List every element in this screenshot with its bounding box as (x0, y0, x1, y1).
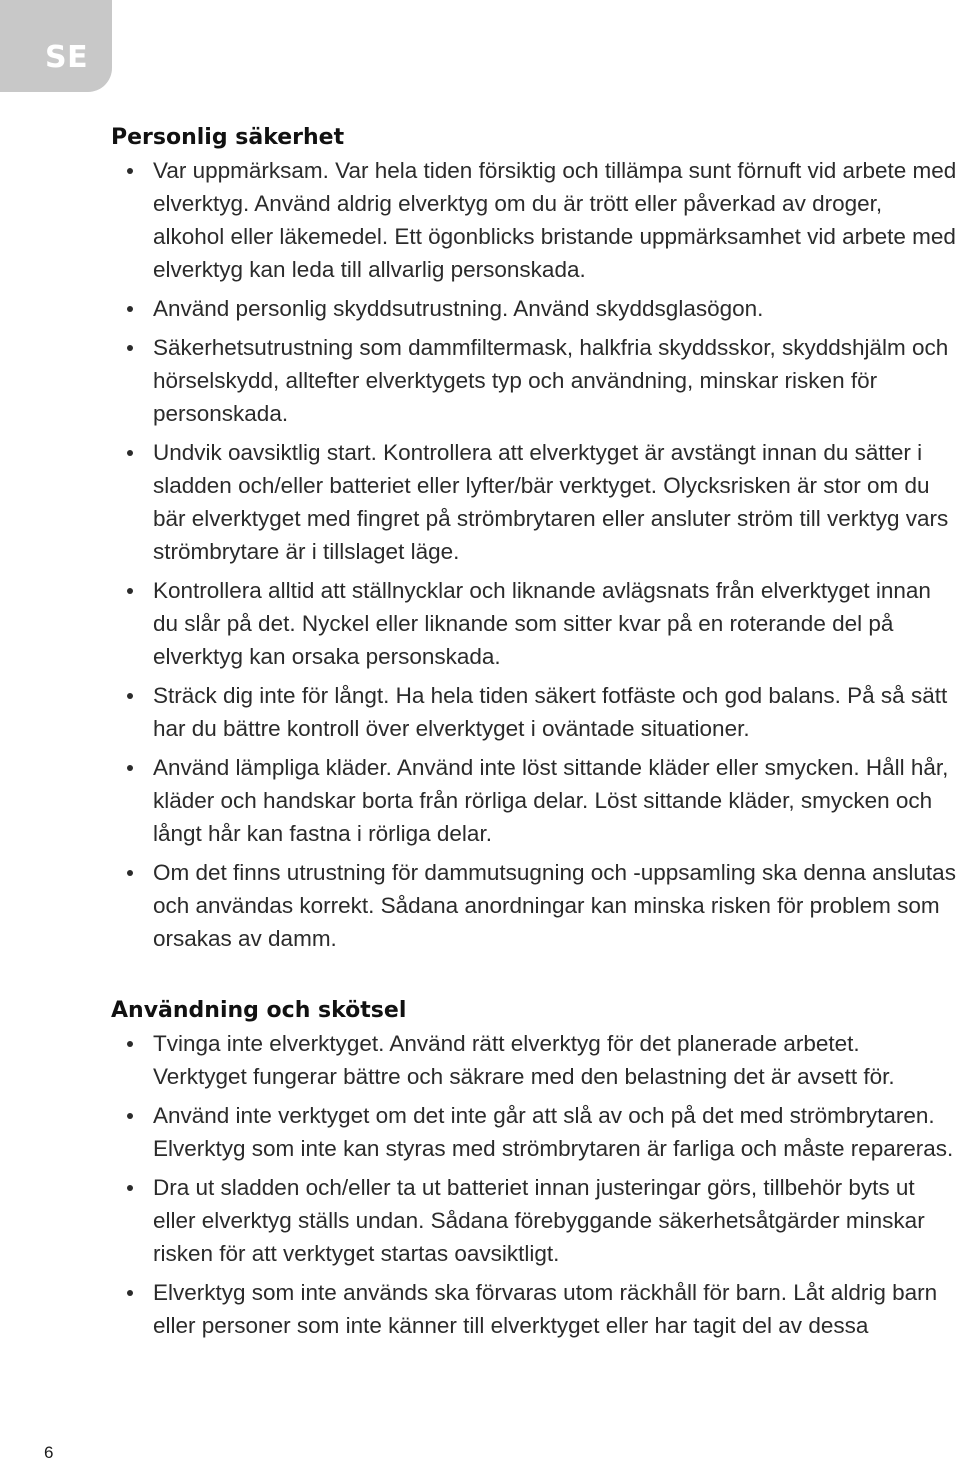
bullet-icon (127, 1185, 133, 1191)
section-use-and-care (111, 995, 957, 1342)
list-item-text: Elverktyg som inte används ska förvaras utom räckhåll för barn. Låt aldrig barn eller personer som inte känner till elverktyget eller har tagit del av dessa (153, 1280, 938, 1338)
list-item (111, 1099, 957, 1165)
list-item-text: Använd inte verktyget om det inte går att slå av och på det med strömbrytaren. Elverktyg som inte kan styras med strömbrytaren är farliga och måste repareras. (153, 1103, 954, 1161)
list-item (111, 154, 957, 286)
list-item (111, 1027, 957, 1093)
section-personal-safety (111, 122, 957, 955)
list-item (111, 331, 957, 430)
bullet-icon (127, 765, 133, 771)
section-title: Personlig säkerhet (111, 125, 345, 150)
bullet-icon (127, 1290, 133, 1296)
language-tab (0, 0, 112, 92)
bullet-icon (127, 1041, 133, 1047)
list-item-text: Dra ut sladden och/eller ta ut batteriet innan justeringar görs, tillbehör byts ut eller elverktyg ställs undan. Sådana förebyggande säkerhetsåtgärder minskar risken för att verktyget startas oavsiktligt. (153, 1175, 925, 1266)
list-item-text: Sträck dig inte för långt. Ha hela tiden säkert fotfäste och god balans. På så sätt har du bättre kontroll över elverktyget i oväntade situationer. (153, 683, 948, 741)
list-item (111, 856, 957, 955)
list-item (111, 1171, 957, 1270)
page-number: 6 (44, 1443, 54, 1462)
list-item-text: Använd personlig skyddsutrustning. Använd skyddsglasögon. (153, 296, 764, 321)
bullet-icon (127, 450, 133, 456)
list-item (111, 292, 957, 325)
list-item (111, 751, 957, 850)
list-item-text: Säkerhetsutrustning som dammfiltermask, halkfria skyddsskor, skyddshjälm och hörselskydd, alltefter elverktygets typ och användning, minskar risken för personskada. (153, 335, 949, 426)
bullet-icon (127, 870, 133, 876)
bullet-icon (127, 168, 133, 174)
list-item (111, 1276, 957, 1342)
bullet-icon (127, 1113, 133, 1119)
list-item-text: Tvinga inte elverktyget. Använd rätt elverktyg för det planerade arbetet. Verktyget fungerar bättre och säkrare med den belastning det är avsett för. (153, 1031, 895, 1089)
list-item-text: Kontrollera alltid att ställnycklar och liknande avlägsnats från elverktyget innan du slår på det. Nyckel eller liknande som sitter kvar på en roterande del på elverktyg kan orsaka personskada. (153, 578, 931, 669)
list-item-text: Använd lämpliga kläder. Använd inte löst sittande kläder eller smycken. Håll hår, kläder och handskar borta från rörliga delar. Löst sittande kläder, smycken och långt hår kan fastna i rörliga delar. (153, 755, 949, 846)
bullet-list (111, 1027, 957, 1342)
bullet-icon (127, 693, 133, 699)
list-item-text: Var uppmärksam. Var hela tiden försiktig och tillämpa sunt förnuft vid arbete med elverktyg. Använd aldrig elverktyg om du är trött eller påverkad av droger, alkohol eller läkemedel. Ett ögonblicks bristande uppmärksamhet vid arbete med elverktyg kan leda till allvarlig personskada. (153, 158, 957, 282)
language-code: SE (45, 40, 89, 75)
page-content (111, 122, 957, 1348)
list-item-text: Undvik oavsiktlig start. Kontrollera att elverktyget är avstängt innan du sätter i sladden och/eller batteriet eller lyfter/bär verktyget. Olycksrisken är stor om du bär elverktyget med fingret på strömbrytaren eller ansluter ström till verktyg vars strömbrytare är i tillslaget läge. (153, 440, 949, 564)
bullet-icon (127, 306, 133, 312)
list-item (111, 436, 957, 568)
list-item (111, 679, 957, 745)
section-title: Användning och skötsel (111, 998, 407, 1023)
bullet-list (111, 154, 957, 955)
bullet-icon (127, 345, 133, 351)
bullet-icon (127, 588, 133, 594)
list-item-text: Om det finns utrustning för dammutsugning och -uppsamling ska denna anslutas och användas korrekt. Sådana anordningar kan minska risken för problem som orsakas av damm. (153, 860, 956, 951)
list-item (111, 574, 957, 673)
